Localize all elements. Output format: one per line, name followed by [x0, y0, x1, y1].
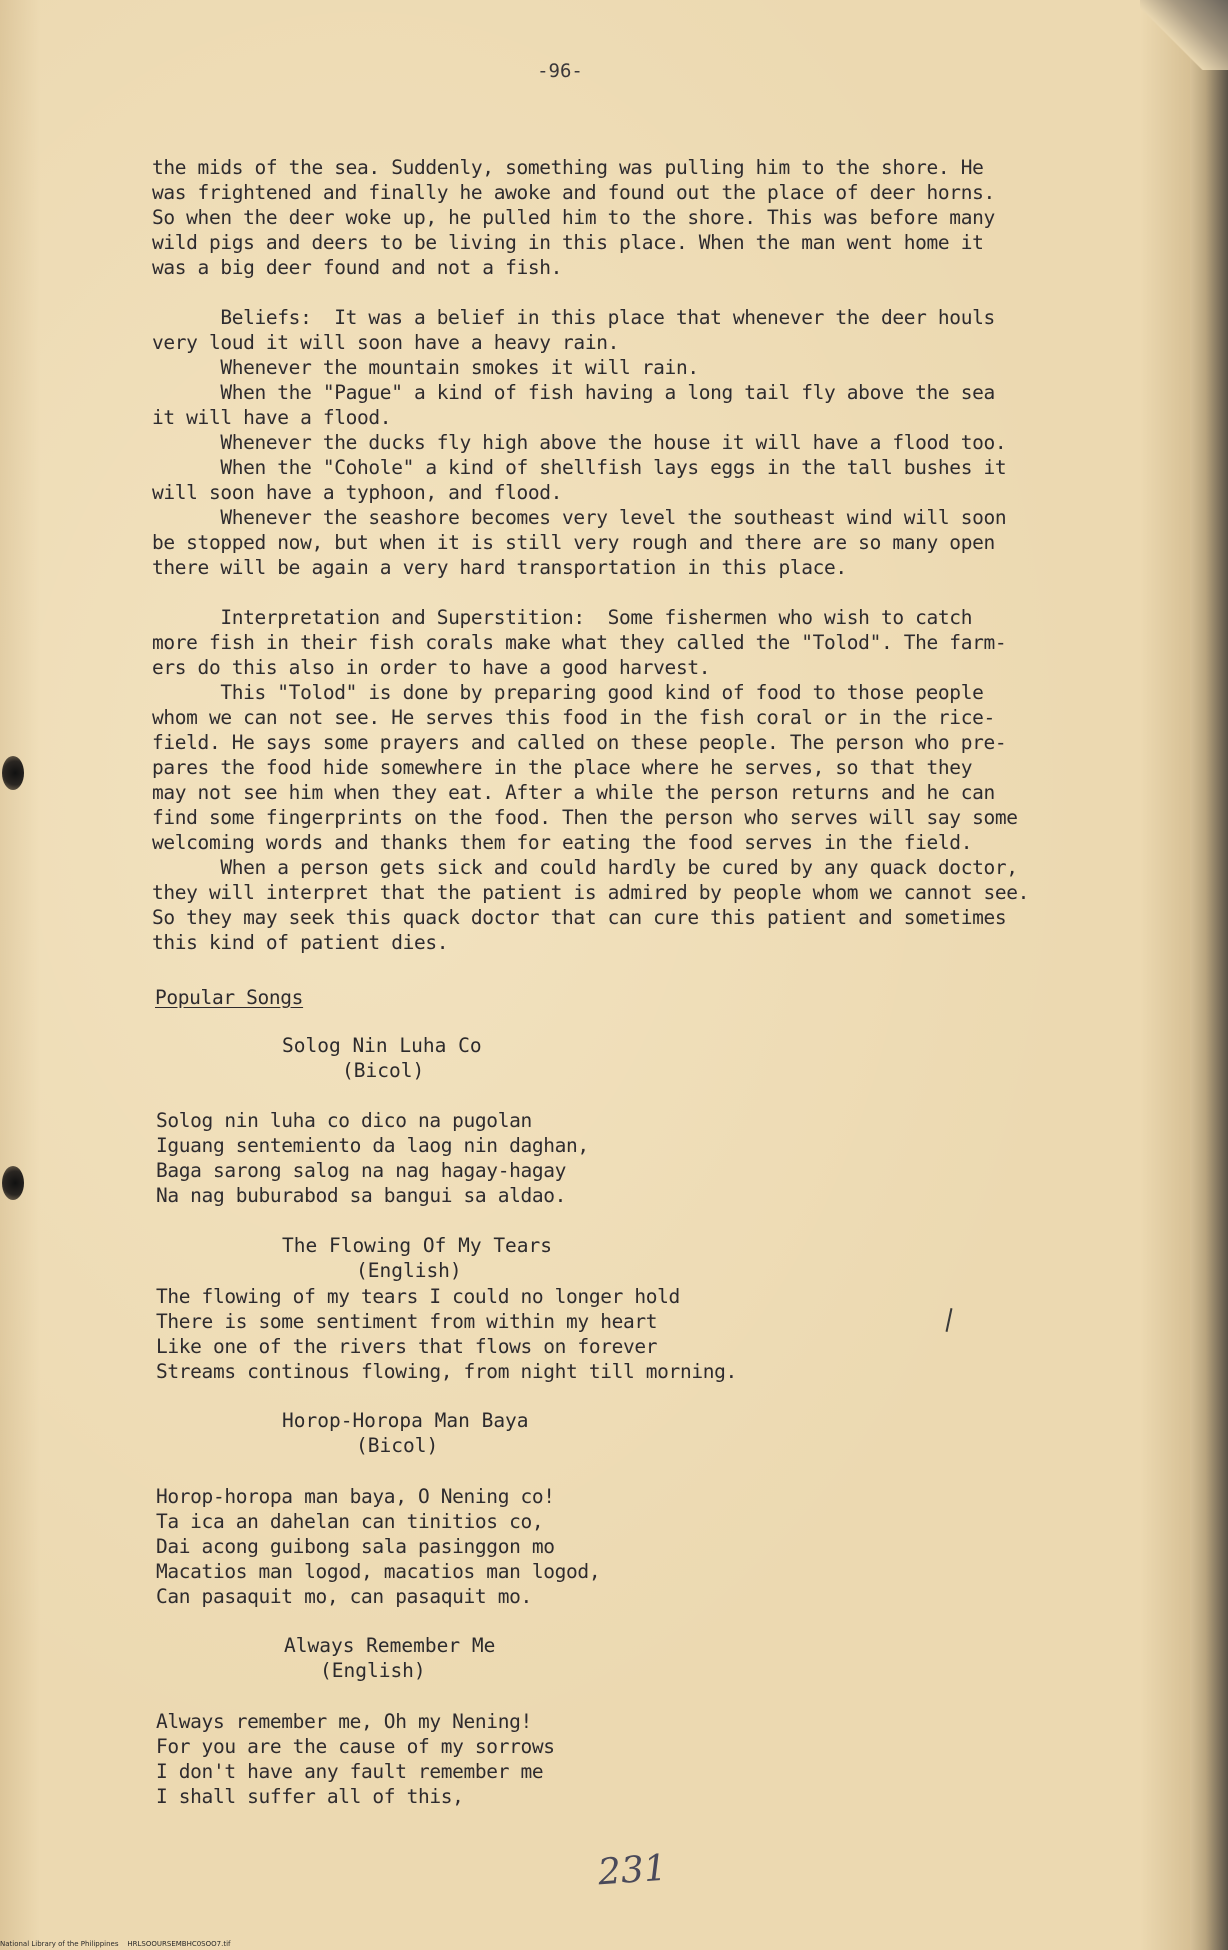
page-number: -96- [537, 60, 583, 82]
binder-hole-upper [2, 756, 24, 790]
footer-credit: National Library of the Philippines HRLSOOURSEMBHC0SOO7.tif [0, 1940, 231, 1948]
song-title: The Flowing Of My Tears [282, 1234, 553, 1257]
song-language: (Bicol) [342, 1059, 425, 1082]
song-title: Solog Nin Luha Co [282, 1034, 482, 1057]
song-title: Always Remember Me [284, 1634, 496, 1657]
song-lyrics: Horop-horopa man baya, O Nening co! Ta ica an dahelan can tinitios co, Dai acong guibong sala pasinggon mo Macatios man logod, macatios man logod, Can pasaquit mo, can pasaquit mo. [156, 1485, 601, 1608]
song-language: (Bicol) [356, 1434, 439, 1457]
binder-hole-lower [2, 1166, 24, 1200]
song-lyrics: The flowing of my tears I could no longer hold There is some sentiment from within my heart Like one of the rivers that flows on forever Streams continous flowing, from night till morning. [156, 1285, 737, 1383]
paragraph-beliefs: Beliefs: It was a belief in this place that whenever the deer houls very loud it will soon have a heavy rain. Whenever the mountain smokes it will rain. When the "Pague" a kind of fish having a long tail fly above the sea it will have a flood. Whenever the ducks fly high above the house it will have a flood too. When the "Cohole" a kind of shellfish lays eggs in the tall bushes it will soon have a typhoon, and flood. Whenever the seashore becomes very level the southeast wind will soon be stopped now, but when it is still very rough and there are so many open there will be again a very hard transportation in this place. [152, 306, 1007, 579]
song-lyrics: Always remember me, Oh my Nening! For you are the cause of my sorrows I don't have any fault remember me I shall suffer all of this, [156, 1710, 555, 1808]
song-title: Horop-Horopa Man Baya [282, 1409, 529, 1432]
page-edge-shadow [1190, 0, 1228, 1950]
song-language: (English) [320, 1659, 426, 1682]
folded-corner [1140, 0, 1228, 70]
paragraph-interpretation: Interpretation and Superstition: Some fishermen who wish to catch more fish in their fish corals make what they called the "Tolod". The farm- ers do this also in order to have a good harvest. This "Tolod" is done by preparing good kind of food to those people whom we can not see. He serves this food in the fish coral or in the rice- field. He says some prayers and called on these people. The person who pre- pares the food hide somewhere in the place where he serves, so that they may not see him when they eat. After a while the person returns and he can find some fingerprints on the food. Then the person who serves will say some welcoming words and thanks them for eating the food serves in the field. When a person gets sick and could hardly be cured by any quack doctor, they will interpret that the patient is admired by people whom we cannot see. So they may seek this quack doctor that can cure this patient and sometimes this kind of patient dies. [152, 606, 1030, 954]
song-lyrics: Solog nin luha co dico na pugolan Iguang sentemiento da laog nin daghan, Baga sarong salog na nag hagay-hagay Na nag buburabod sa bangui sa aldao. [156, 1109, 589, 1207]
paragraph-story-ending: the mids of the sea. Suddenly, something was pulling him to the shore. He was frightened and finally he awoke and found out the place of deer horns. So when the deer woke up, he pulled him to the shore. This was before many wild pigs and deers to be living in this place. When the man went home it was a big deer found and not a fish. [152, 156, 995, 279]
handwritten-page-number: 231 [596, 1847, 669, 1894]
pencil-mark [946, 1308, 953, 1332]
section-heading-popular-songs: Popular Songs [155, 986, 304, 1009]
song-language: (English) [356, 1259, 462, 1282]
